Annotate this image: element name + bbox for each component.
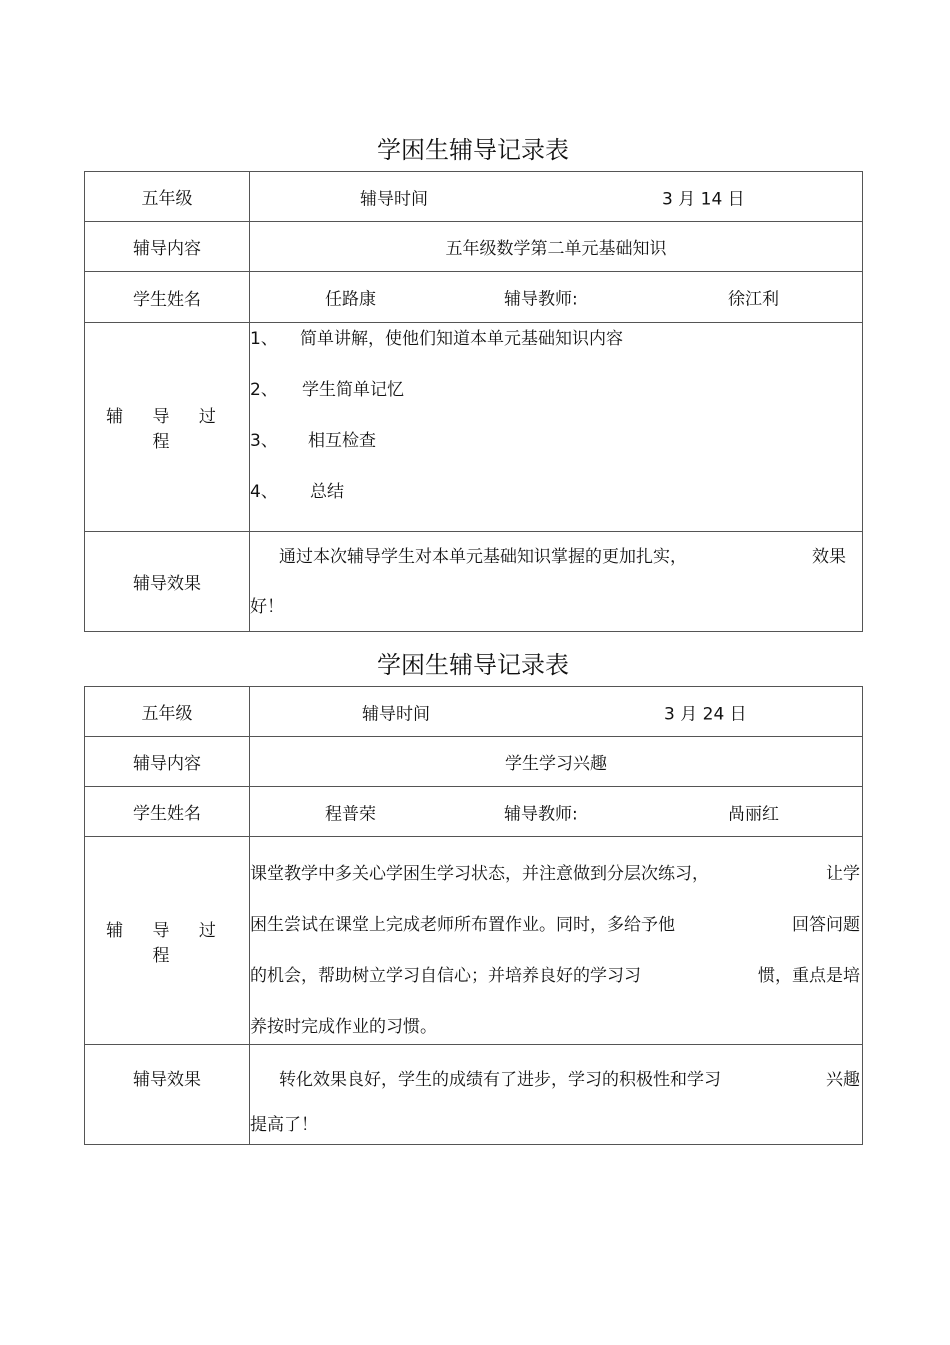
process-step: 3、 相互检查	[250, 431, 376, 451]
time-label: 辅导时间	[360, 189, 428, 209]
process-steps	[250, 323, 863, 532]
student-label: 学生姓名	[85, 787, 250, 837]
date-value: 3 月 14 日	[662, 189, 745, 209]
student-name: 程普荣	[325, 804, 376, 824]
student-name: 任路康	[325, 289, 376, 310]
content-value: 学生学习兴趣	[250, 737, 863, 787]
process-label: 辅 导 过 程	[85, 323, 250, 532]
process-step: 1、 简单讲解，使他们知道本单元基础知识内容	[250, 329, 623, 349]
teacher-label: 辅导教师:	[504, 804, 578, 824]
record-1-table	[84, 171, 863, 632]
effect-label: 辅导效果	[85, 1045, 250, 1145]
record-2-table	[84, 686, 863, 1145]
effect-text: 通过本次辅导学生对本单元基础知识掌握的更加扎实， 效果 好！	[250, 532, 863, 632]
student-row	[250, 787, 863, 837]
time-label: 辅导时间	[362, 704, 430, 724]
effect-label: 辅导效果	[85, 532, 250, 632]
teacher-name: 徐江利	[728, 289, 779, 310]
student-label: 学生姓名	[85, 272, 250, 323]
process-text: 课堂教学中多关心学困生学习状态，并注意做到分层次练习， 让学 困生尝试在课堂上完成老师所布置作业。同时，多给予他 回答问题 的机会，帮助树立学习自信心；并培养良好的学习习 惯，重点是培 养按时完成作业的习惯。	[250, 837, 863, 1045]
time-row	[250, 687, 863, 737]
content-value: 五年级数学第二单元基础知识	[250, 222, 863, 272]
content-label: 辅导内容	[85, 222, 250, 272]
teacher-name: 咼丽红	[728, 804, 779, 824]
process-step: 2、 学生简单记忆	[250, 380, 404, 400]
student-row	[250, 272, 863, 323]
record-2-title: 学困生辅导记录表	[377, 651, 569, 679]
process-step: 4、 总结	[250, 482, 344, 502]
record-1-title: 学困生辅导记录表	[377, 136, 569, 164]
effect-text: 转化效果良好，学生的成绩有了进步，学习的积极性和学习 兴趣 提高了！	[250, 1045, 863, 1145]
grade-cell: 五年级	[85, 172, 250, 222]
teacher-label: 辅导教师:	[504, 289, 578, 310]
time-row	[250, 172, 863, 222]
content-label: 辅导内容	[85, 737, 250, 787]
process-label: 辅 导 过 程	[85, 837, 250, 1045]
grade-cell: 五年级	[85, 687, 250, 737]
date-value: 3 月 24 日	[664, 704, 747, 724]
